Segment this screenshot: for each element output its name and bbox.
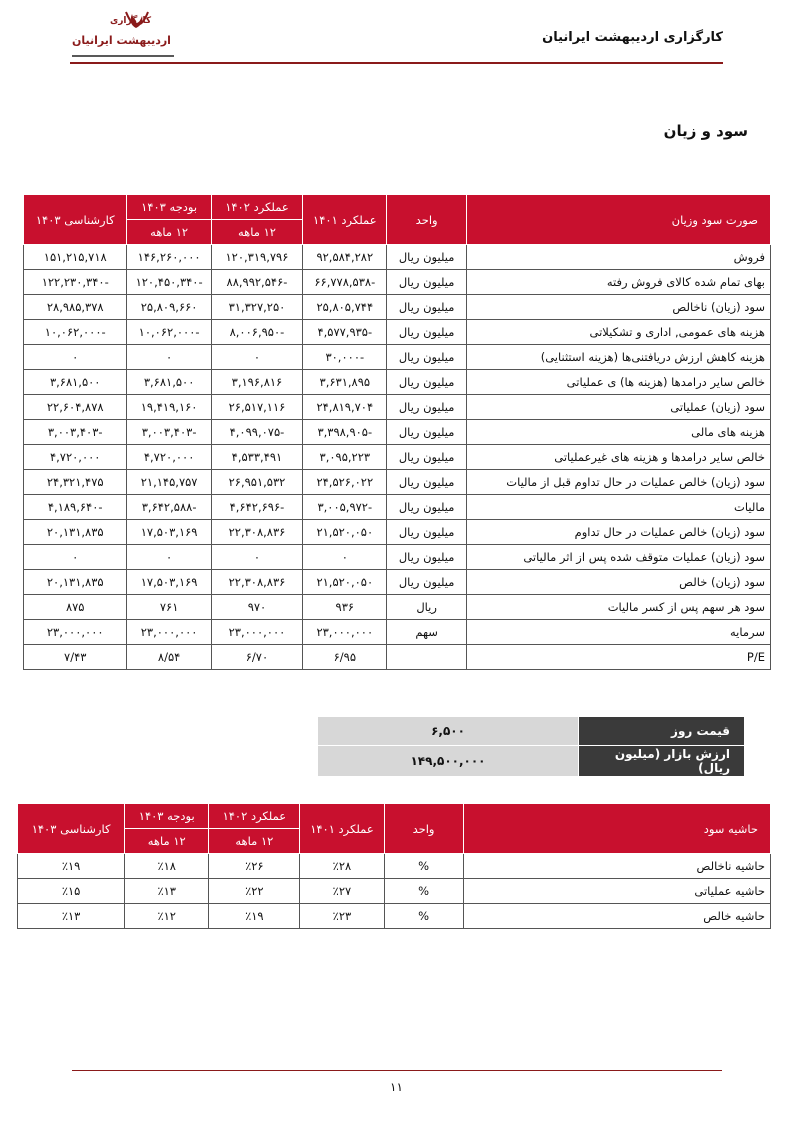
row-value-1402: ۲۶,۹۵۱,۵۳۲ — [211, 470, 302, 495]
margin-col-header-unit: واحد — [384, 804, 463, 854]
table-row — [24, 395, 771, 420]
row-value-1402: ۲۲,۳۰۸,۸۳۶ — [211, 520, 302, 545]
table-row — [24, 295, 771, 320]
row-value-budget-1403: ٪۱۳ — [125, 879, 209, 904]
row-value-budget-1403: ۰ — [127, 545, 211, 570]
row-unit: میلیون ریال — [387, 245, 466, 270]
row-value-expert-1403: ۲۴,۳۲۱,۴۷۵ — [24, 470, 127, 495]
row-value-expert-1403: ٪۱۹ — [18, 854, 125, 879]
row-value-expert-1403: ٪۱۵ — [18, 879, 125, 904]
margin-row — [18, 854, 771, 879]
col-header-1402: عملکرد ۱۴۰۲ — [211, 195, 302, 220]
margin-col-header-expert-1403: کارشناسی ۱۴۰۳ — [18, 804, 125, 854]
row-label: سود (زیان) خالص عملیات در حال تداوم قبل از مالیات — [466, 470, 770, 495]
row-label: سرمایه — [466, 620, 770, 645]
row-value-1402: -۴,۰۹۹,۰۷۵ — [211, 420, 302, 445]
row-value-1401: ۲۱,۵۲۰,۰۵۰ — [303, 570, 387, 595]
margin-col-header-label: حاشیه سود — [463, 804, 770, 854]
row-unit: میلیون ریال — [387, 420, 466, 445]
row-label: خالص سایر درامدها (هزینه ها) ی عملیاتی — [466, 370, 770, 395]
price-label: قیمت روز — [579, 717, 745, 746]
row-value-1402: ۳,۱۹۶,۸۱۶ — [211, 370, 302, 395]
row-value-expert-1403: ۲۳,۰۰۰,۰۰۰ — [24, 620, 127, 645]
row-value-1401: ۲۴,۵۲۶,۰۲۲ — [303, 470, 387, 495]
row-value-budget-1403: ۴,۷۲۰,۰۰۰ — [127, 445, 211, 470]
page-header — [70, 8, 723, 64]
row-value-budget-1403: ۱۴۶,۲۶۰,۰۰۰ — [127, 245, 211, 270]
row-label: حاشیه ناخالص — [463, 854, 770, 879]
row-value-1402: ۲۲,۳۰۸,۸۳۶ — [211, 570, 302, 595]
market-cap-value: ۱۴۹,۵۰۰,۰۰۰ — [318, 746, 579, 777]
profit-margin-body — [18, 854, 771, 929]
row-label: مالیات — [466, 495, 770, 520]
row-label: هزینه های مالی — [466, 420, 770, 445]
margin-col-subheader-1402: ۱۲ ماهه — [209, 829, 300, 854]
row-value-1401: -۳,۳۹۸,۹۰۵ — [303, 420, 387, 445]
row-label: سود (زیان) عملیاتی — [466, 395, 770, 420]
table-row — [24, 495, 771, 520]
row-unit: % — [384, 879, 463, 904]
row-value-expert-1403: ۲۰,۱۳۱,۸۳۵ — [24, 570, 127, 595]
margin-row — [18, 879, 771, 904]
margin-col-header-budget-1403: بودجه ۱۴۰۳ — [125, 804, 209, 829]
margin-col-header-1401: عملکرد ۱۴۰۱ — [300, 804, 384, 854]
row-value-1402: ۰ — [211, 345, 302, 370]
row-value-expert-1403: -۱۰,۰۶۲,۰۰۰ — [24, 320, 127, 345]
row-value-1401: ۳,۰۹۵,۲۲۳ — [303, 445, 387, 470]
row-value-1401: -۳۰,۰۰۰ — [303, 345, 387, 370]
row-value-budget-1403: -۱۰,۰۶۲,۰۰۰ — [127, 320, 211, 345]
row-unit: سهم — [387, 620, 466, 645]
company-logo — [70, 8, 180, 64]
col-header-1401: عملکرد ۱۴۰۱ — [303, 195, 387, 245]
table-row — [24, 270, 771, 295]
row-value-1402: -۸,۰۰۶,۹۵۰ — [211, 320, 302, 345]
row-unit: میلیون ریال — [387, 345, 466, 370]
header-divider — [70, 62, 723, 64]
table-row — [24, 545, 771, 570]
row-value-1402: -۸۸,۹۹۲,۵۴۶ — [211, 270, 302, 295]
row-value-1402: -۴,۶۴۲,۶۹۶ — [211, 495, 302, 520]
table-row — [24, 620, 771, 645]
row-label: هزینه کاهش ارزش دریافتنی‌ها (هزینه استثنایی) — [466, 345, 770, 370]
row-value-1401: ٪۲۷ — [300, 879, 384, 904]
row-label: P/E — [466, 645, 770, 670]
row-value-1401: ۲۳,۰۰۰,۰۰۰ — [303, 620, 387, 645]
row-label: هزینه های عمومی, اداری و تشکیلاتی — [466, 320, 770, 345]
row-value-1401: ۳,۶۳۱,۸۹۵ — [303, 370, 387, 395]
row-unit: میلیون ریال — [387, 570, 466, 595]
table-row — [24, 445, 771, 470]
row-label: سود (زیان) خالص عملیات در حال تداوم — [466, 520, 770, 545]
row-value-budget-1403: ۰ — [127, 345, 211, 370]
row-value-budget-1403: ۲۳,۰۰۰,۰۰۰ — [127, 620, 211, 645]
table-row — [24, 420, 771, 445]
row-unit: ریال — [387, 595, 466, 620]
row-unit: میلیون ریال — [387, 495, 466, 520]
row-value-budget-1403: ۲۱,۱۴۵,۷۵۷ — [127, 470, 211, 495]
row-value-1401: ۲۴,۸۱۹,۷۰۴ — [303, 395, 387, 420]
row-value-expert-1403: ۱۵۱,۲۱۵,۷۱۸ — [24, 245, 127, 270]
row-value-budget-1403: ۲۵,۸۰۹,۶۶۰ — [127, 295, 211, 320]
company-name: کارگزاری اردیبهشت ایرانیان — [542, 30, 723, 45]
row-value-1402: ۴,۵۳۳,۴۹۱ — [211, 445, 302, 470]
table-row — [24, 370, 771, 395]
row-label: سود (زیان) عملیات متوقف شده پس از اثر مالیاتی — [466, 545, 770, 570]
section-title: سود و زیان — [663, 122, 748, 140]
col-header-unit: واحد — [387, 195, 466, 245]
row-label: بهای تمام شده کالای فروش رفته — [466, 270, 770, 295]
row-value-1402: ۳۱,۳۲۷,۲۵۰ — [211, 295, 302, 320]
table-row — [24, 245, 771, 270]
row-value-budget-1403: ۷۶۱ — [127, 595, 211, 620]
row-unit: میلیون ریال — [387, 320, 466, 345]
row-label: حاشیه عملیاتی — [463, 879, 770, 904]
col-header-budget-1403: بودجه ۱۴۰۳ — [127, 195, 211, 220]
col-header-label: صورت سود وزیان — [466, 195, 770, 245]
market-info-table — [317, 716, 745, 777]
row-unit: میلیون ریال — [387, 445, 466, 470]
row-value-expert-1403: -۳,۰۰۳,۴۰۳ — [24, 420, 127, 445]
footer-divider — [72, 1070, 722, 1071]
income-statement-table — [23, 194, 771, 670]
row-label: فروش — [466, 245, 770, 270]
row-value-1402: ٪۲۶ — [209, 854, 300, 879]
row-value-1402: ٪۱۹ — [209, 904, 300, 929]
row-unit — [387, 645, 466, 670]
row-value-expert-1403: ۲۲,۶۰۴,۸۷۸ — [24, 395, 127, 420]
row-value-expert-1403: ۷/۴۳ — [24, 645, 127, 670]
row-value-budget-1403: ۱۷,۵۰۳,۱۶۹ — [127, 570, 211, 595]
market-cap-label: ارزش بازار (میلیون ریال) — [579, 746, 745, 777]
table-row — [24, 570, 771, 595]
row-label: سود (زیان) ناخالص — [466, 295, 770, 320]
row-value-expert-1403: ۸۷۵ — [24, 595, 127, 620]
row-value-expert-1403: ۲۸,۹۸۵,۳۷۸ — [24, 295, 127, 320]
table-row — [24, 595, 771, 620]
table-row — [24, 345, 771, 370]
row-value-1402: ۹۷۰ — [211, 595, 302, 620]
row-value-1402: ۲۶,۵۱۷,۱۱۶ — [211, 395, 302, 420]
margin-col-header-1402: عملکرد ۱۴۰۲ — [209, 804, 300, 829]
row-unit: میلیون ریال — [387, 270, 466, 295]
row-unit: میلیون ریال — [387, 470, 466, 495]
margin-row — [18, 904, 771, 929]
logo-text-small: کارگزاری — [110, 16, 152, 26]
row-value-1402: ۲۳,۰۰۰,۰۰۰ — [211, 620, 302, 645]
row-value-budget-1403: -۳,۰۰۳,۴۰۳ — [127, 420, 211, 445]
row-value-1401: ۹۳۶ — [303, 595, 387, 620]
col-subheader-1402: ۱۲ ماهه — [211, 220, 302, 245]
row-value-1401: ۶/۹۵ — [303, 645, 387, 670]
logo-text-large: اردیبهشت ایرانیان — [72, 34, 171, 47]
row-value-budget-1403: -۳,۶۴۲,۵۸۸ — [127, 495, 211, 520]
row-value-1401: ۲۵,۸۰۵,۷۴۴ — [303, 295, 387, 320]
row-value-expert-1403: ۲۰,۱۳۱,۸۳۵ — [24, 520, 127, 545]
row-value-expert-1403: ۴,۷۲۰,۰۰۰ — [24, 445, 127, 470]
price-value: ۶,۵۰۰ — [318, 717, 579, 746]
table-row — [24, 470, 771, 495]
page-number: ۱۱ — [390, 1080, 403, 1094]
row-unit: میلیون ریال — [387, 545, 466, 570]
income-statement-body — [24, 245, 771, 670]
row-unit: میلیون ریال — [387, 520, 466, 545]
row-unit: % — [384, 854, 463, 879]
row-value-1401: -۴,۵۷۷,۹۳۵ — [303, 320, 387, 345]
row-value-1401: ۲۱,۵۲۰,۰۵۰ — [303, 520, 387, 545]
row-label: سود هر سهم پس از کسر مالیات — [466, 595, 770, 620]
row-value-1401: -۳,۰۰۵,۹۷۲ — [303, 495, 387, 520]
row-value-budget-1403: ۸/۵۴ — [127, 645, 211, 670]
row-value-budget-1403: ۱۷,۵۰۳,۱۶۹ — [127, 520, 211, 545]
row-value-budget-1403: -۱۲۰,۴۵۰,۳۴۰ — [127, 270, 211, 295]
row-label: سود (زیان) خالص — [466, 570, 770, 595]
row-value-budget-1403: ۱۹,۴۱۹,۱۶۰ — [127, 395, 211, 420]
row-value-1402: ٪۲۲ — [209, 879, 300, 904]
row-label: خالص سایر درامدها و هزینه های غیرعملیاتی — [466, 445, 770, 470]
row-value-1401: ۹۲,۵۸۴,۲۸۲ — [303, 245, 387, 270]
row-value-1402: ۱۲۰,۳۱۹,۷۹۶ — [211, 245, 302, 270]
table-row — [24, 645, 771, 670]
row-label: حاشیه خالص — [463, 904, 770, 929]
row-value-expert-1403: ۰ — [24, 545, 127, 570]
row-value-1402: ۰ — [211, 545, 302, 570]
row-value-1402: ۶/۷۰ — [211, 645, 302, 670]
row-unit: % — [384, 904, 463, 929]
row-value-budget-1403: ۳,۶۸۱,۵۰۰ — [127, 370, 211, 395]
row-value-expert-1403: ۰ — [24, 345, 127, 370]
col-subheader-budget-1403: ۱۲ ماهه — [127, 220, 211, 245]
row-value-budget-1403: ٪۱۲ — [125, 904, 209, 929]
row-value-expert-1403: ۳,۶۸۱,۵۰۰ — [24, 370, 127, 395]
row-value-budget-1403: ٪۱۸ — [125, 854, 209, 879]
row-value-expert-1403: ٪۱۳ — [18, 904, 125, 929]
margin-col-subheader-budget-1403: ۱۲ ماهه — [125, 829, 209, 854]
row-value-expert-1403: -۴,۱۸۹,۶۴۰ — [24, 495, 127, 520]
table-row — [24, 520, 771, 545]
row-value-1401: ٪۲۳ — [300, 904, 384, 929]
row-value-1401: -۶۶,۷۷۸,۵۳۸ — [303, 270, 387, 295]
table-row — [24, 320, 771, 345]
row-value-expert-1403: -۱۲۲,۲۳۰,۳۴۰ — [24, 270, 127, 295]
row-unit: میلیون ریال — [387, 395, 466, 420]
row-value-1401: ٪۲۸ — [300, 854, 384, 879]
row-unit: میلیون ریال — [387, 370, 466, 395]
row-value-1401: ۰ — [303, 545, 387, 570]
row-unit: میلیون ریال — [387, 295, 466, 320]
profit-margin-table — [17, 803, 771, 929]
col-header-expert-1403: کارشناسی ۱۴۰۳ — [24, 195, 127, 245]
